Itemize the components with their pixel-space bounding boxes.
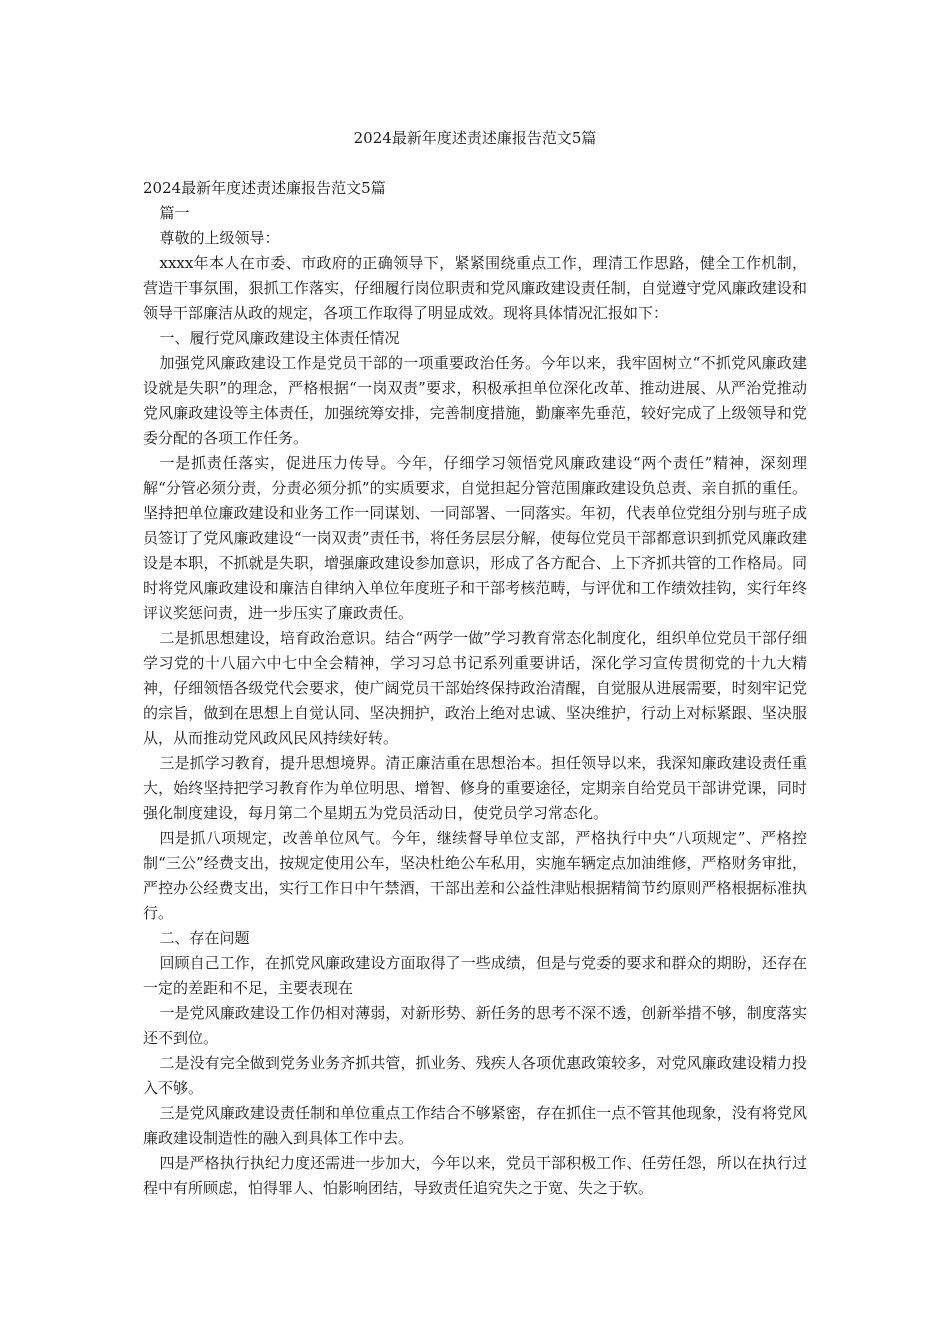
body-paragraph: 四是抓八项规定，改善单位风气。今年，继续督导单位支部，严格执行中央“八项规定”、严格控制“三公”经费支出，按规定使用公车，坚决杜绝公车私用，实施车辆定点加油维修，严格财务审批，严控办公经费支出，实行工作日中午禁酒，干部出差和公益性津贴根据精简节约原则严格根据标准执行。 xyxy=(143,829,807,922)
body-paragraph: 三是党风廉政建设责任制和单位重点工作结合不够紧密，存在抓住一点不管其他现象，没有将党风廉政建设制造性的融入到具体工作中去。 xyxy=(143,1104,807,1147)
section-heading: 一、履行党风廉政建设主体责任情况 xyxy=(159,329,400,347)
body-paragraph: 二是抓思想建设，培育政治意识。结合“两学一做”学习教育常态化制度化，组织单位党员干部仔细学习党的十八届六中七中全会精神，学习习总书记系列重要讲话，深化学习宣传贯彻党的十九大精神，仔细领悟各级党代会要求，使广阔党员干部始终保持政治清醒，自觉服从进展需要，时刻牢记党的宗旨，做到在思想上自觉认同、坚决拥护，政治上绝对忠诚、坚决维护，行动上对标紧跟、坚决服从，从而推动党风政风民风持续好转。 xyxy=(143,629,807,747)
salutation: 尊敬的上级领导： xyxy=(159,229,280,247)
body-paragraph: 回顾自己工作，在抓党风廉政建设方面取得了一些成绩，但是与党委的要求和群众的期盼，还存在一定的差距和不足，主要表现在 xyxy=(143,954,807,997)
body-paragraph: 一是党风廉政建设工作仍相对薄弱，对新形势、新任务的思考不深不透，创新举措不够，制度落实还不到位。 xyxy=(143,1004,807,1047)
section-label: 篇一 xyxy=(159,204,190,222)
body-paragraph: 三是抓学习教育，提升思想境界。清正廉洁重在思想治本。担任领导以来，我深知廉政建设责任重大，始终坚持把学习教育作为单位明思、增智、修身的重要途径，定期亲自给党员干部讲党课，同时强化制度建设，每月第二个星期五为党员活动日，使党员学习常态化。 xyxy=(143,754,807,822)
body-paragraph: 二是没有完全做到党务业务齐抓共管，抓业务、残疾人各项优惠政策较多，对党风廉政建设精力投入不够。 xyxy=(143,1054,807,1097)
document-body xyxy=(143,176,807,1201)
body-heading: 2024最新年度述责述廉报告范文5篇 xyxy=(143,179,386,197)
body-paragraph: 加强党风廉政建设工作是党员干部的一项重要政治任务。今年以来，我牢固树立“不抓党风廉政建设就是失职”的理念，严格根据“一岗双责”要求，积极承担单位深化改革、推动进展、从严治党推动党风廉政建设等主体责任，加强统筹安排，完善制度措施，勤廉率先垂范，较好完成了上级领导和党委分配的各项工作任务。 xyxy=(143,354,807,447)
body-paragraph: 四是严格执行执纪力度还需进一步加大，今年以来，党员干部积极工作、任劳任怨，所以在执行过程中有所顾虑，怕得罪人、怕影响团结，导致责任追究失之于宽、失之于软。 xyxy=(143,1154,807,1197)
document-title: 2024最新年度述责述廉报告范文5篇 xyxy=(353,129,597,147)
section-heading: 二、存在问题 xyxy=(159,929,250,947)
intro-paragraph: xxxx年本人在市委、市政府的正确领导下，紧紧围绕重点工作，理清工作思路，健全工作机制，营造干事氛围，狠抓工作落实，仔细履行岗位职责和党风廉政建设责任制，自觉遵守党风廉政建设和领导干部廉洁从政的规定，各项工作取得了明显成效。现将具体情况汇报如下： xyxy=(143,254,807,322)
body-paragraph: 一是抓责任落实，促进压力传导。今年，仔细学习领悟党风廉政建设“两个责任”精神，深刻理解“分管必须分责，分责必须分抓”的实质要求，自觉担起分管范围廉政建设负总责、亲自抓的重任。坚持把单位廉政建设和业务工作一同谋划、一同部署、一同落实。年初，代表单位党组分别与班子成员签订了党风廉政建设“一岗双责”责任书，将任务层层分解，使每位党员干部都意识到抓党风廉政建设是本职，不抓就是失职，增强廉政建设参加意识，形成了各方配合、上下齐抓共管的工作格局。同时将党风廉政建设和廉洁自律纳入单位年度班子和干部考核范畴，与评优和工作绩效挂钩，实行年终评议奖惩问责，进一步压实了廉政责任。 xyxy=(143,454,807,622)
